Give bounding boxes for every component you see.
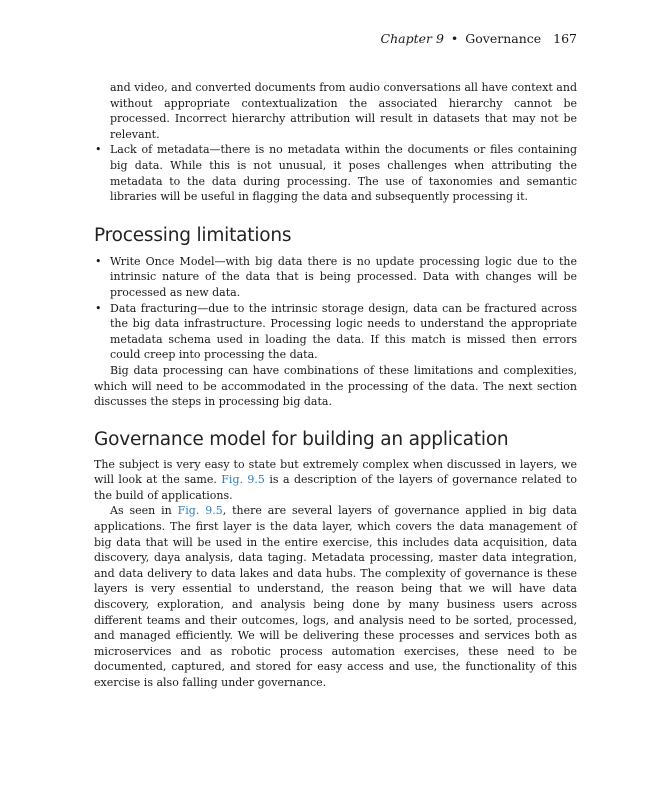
- page-body: [94, 80, 577, 691]
- section-label: Governance: [465, 31, 542, 46]
- section-heading-governance-model: Governance model for building an application: [94, 428, 509, 450]
- list-item-text: Lack of metadata—there is no metadata within the documents or files containing big data. While this is not unusual, it poses challenges when attributing the metadata to the data during processing. The use of taxonomies and semantic libraries will be useful in flagging the data and subsequently processing it.: [110, 143, 577, 204]
- list-item-text: Write Once Model—with big data there is no update processing logic due to the intrinsic nature of the data that is being processed. Data with changes will be processed as new data.: [110, 254, 577, 299]
- list-item: [94, 142, 577, 204]
- chapter-label: Chapter 9: [380, 31, 444, 46]
- bullet-marker: •: [95, 254, 102, 268]
- paragraph-text: As seen in: [110, 504, 178, 518]
- figure-reference-link[interactable]: Fig. 9.5: [221, 473, 265, 487]
- list-item: [94, 254, 577, 301]
- paragraph-text: is a description of the layers of governance related to the build of applications.: [94, 473, 577, 502]
- bullet-list-processing: [94, 254, 577, 363]
- list-item: [94, 301, 577, 363]
- bullet-list-top: [94, 142, 577, 204]
- continued-bullet-text: and video, and converted documents from audio conversations all have context and without appropriate contextualization the associated hierarchy cannot be processed. Incorrect hierarchy attribution will result in datasets that may not be relevant.: [110, 81, 577, 141]
- section-heading-processing-limitations: Processing limitations: [94, 224, 292, 246]
- bullet-marker: •: [95, 143, 102, 157]
- running-header: [381, 31, 578, 47]
- processing-summary-paragraph: Big data processing can have combinations of these limitations and complexities, which will need to be accommodated in the processing of the data. The next section discusses the steps in processing big data.: [94, 363, 577, 409]
- figure-reference-link[interactable]: Fig. 9.5: [177, 504, 223, 518]
- paragraph-text: The subject is very easy to state but extremely complex when discussed in layers, we will look at the same.: [94, 457, 577, 487]
- header-separator: •: [450, 31, 459, 46]
- list-item-text: Data fracturing—due to the intrinsic storage design, data can be fractured across the big data infrastructure. Processing logic needs to understand the appropriate metadata schema used in loading the data. If this match is missed then errors could creep into processing the data.: [110, 301, 577, 362]
- governance-paragraph-2: [94, 503, 577, 690]
- page-number: 167: [553, 31, 577, 46]
- governance-paragraph-1: [94, 457, 577, 504]
- paragraph-text: , there are several layers of governance applied in big data applications. The first layer is the data layer, which covers the data management of big data that will be used in the entire exercise, this includes data acquisition, data discovery, daya analysis, data taging. Metadata processing, master data integration, and data delivery to data lakes and data hubs. The complexity of governance is these layers is very essential to understand, the reason being that we will have data discovery, exploration, and analysis being done by many business users across different teams and their outcomes, logs, and analysis need to be sorted, processed, and managed efficiently. We will be delivering these processes and services both as microservices and as robotic process automation exercises, these need to be documented, captured, and stored for easy access and use, the functionality of this exercise is also falling under governance.: [94, 504, 577, 689]
- bullet-marker: •: [95, 301, 102, 315]
